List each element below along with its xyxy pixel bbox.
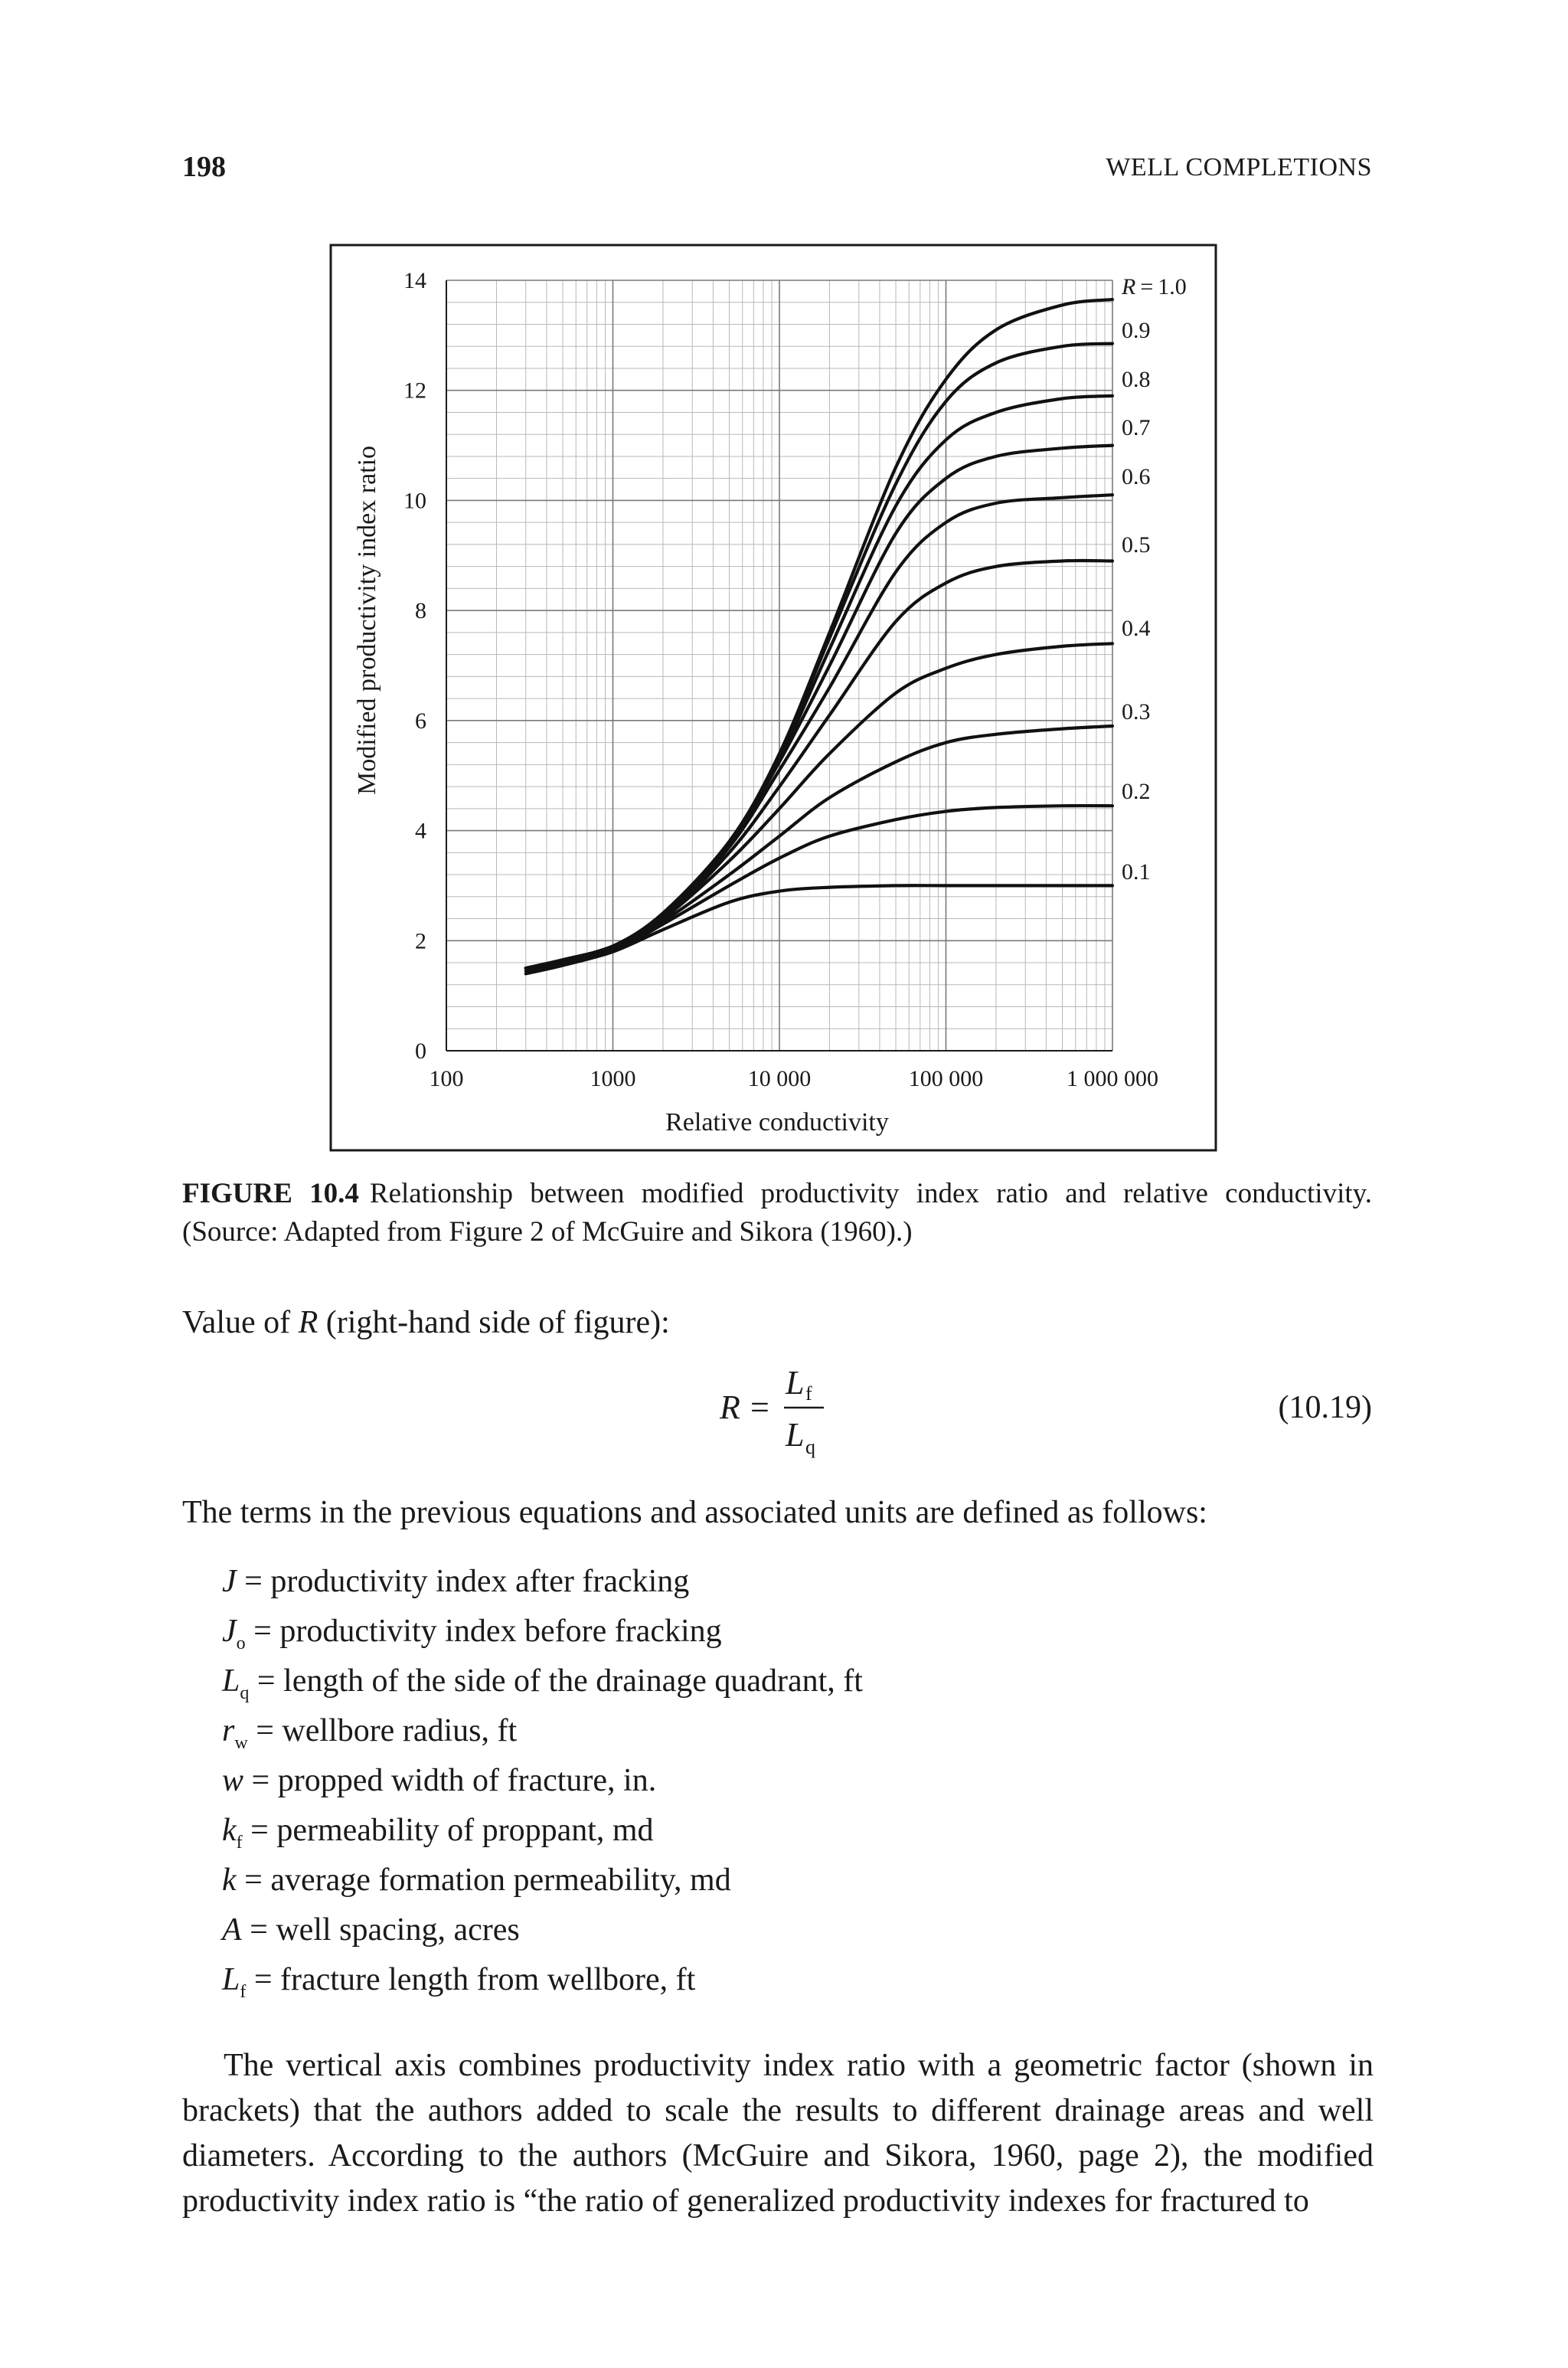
y-tick-label: 4 [415,818,426,844]
equation-10-19 [720,1356,858,1470]
series-label: R = 1.0 [1122,274,1187,299]
intro-after: (right-hand side of figure): [318,1305,670,1340]
definition-item: w = propped width of fracture, in. [222,1763,657,1798]
x-tick-label: 1 000 000 [1067,1066,1158,1091]
x-tick-label: 100 000 [908,1066,984,1091]
y-tick-label: 2 [415,928,426,954]
page-number: 198 [182,151,226,183]
intro-variable: R [298,1305,318,1340]
y-tick-label: 6 [415,708,426,734]
series-label: 0.5 [1122,532,1151,558]
eq-denominator-sub: q [805,1436,815,1458]
r-intro-line [182,1300,670,1345]
series-label: 0.4 [1122,616,1151,641]
running-header: WELL COMPLETIONS [1106,153,1372,182]
eq-lhs: R [720,1388,740,1426]
series-label: 0.3 [1122,699,1151,724]
x-tick-label: 1000 [590,1066,636,1091]
y-tick-label: 0 [415,1038,426,1064]
series-label: 0.8 [1122,367,1151,392]
x-tick-label: 100 [429,1066,464,1091]
series-label: 0.1 [1122,859,1151,885]
definition-item: $L_q$ = length of the side of the drainage quadrant, ft [222,1663,863,1703]
series-label: 0.9 [1122,318,1151,343]
series-label: 0.7 [1122,415,1151,440]
x-tick-label: 10 000 [747,1066,812,1091]
eq-numerator-sub: f [805,1382,812,1405]
eq-equals: = [750,1388,769,1426]
definition-item: A = well spacing, acres [222,1912,520,1948]
body-paragraph: The vertical axis combines productivity index ratio with a geometric factor (shown in brackets) that the authors added to scale the results to different drainage areas and well diameters. According to the authors (McGuire and Sikora, 1960, page 2), the modified productivity index ratio is “the ratio of generalized productivity indexes for fractured to [182,2048,1374,2219]
y-tick-label: 10 [403,488,426,514]
figure-caption [182,1175,1372,1251]
definition-item: J = productivity index after fracking [222,1564,690,1599]
definition-item: $L_f$ = fracture length from wellbore, ft [222,1962,696,2002]
y-axis-title: Modified productivity index ratio [353,445,381,796]
y-tick-label: 14 [403,268,426,293]
intro-before: Value of [182,1305,299,1340]
x-axis-title: Relative conductivity [665,1108,889,1137]
caption-label: FIGURE 10.4 [182,1178,359,1209]
definitions-intro: The terms in the previous equations and associated units are defined as follows: [182,1495,1207,1530]
y-tick-label: 8 [415,598,426,624]
eq-denominator: L [786,1416,805,1454]
equation-number: (10.19) [1278,1390,1372,1425]
figure-chart [329,244,1217,1152]
figure-frame [331,245,1216,1150]
definition-item: $r_w$ = wellbore radius, ft [222,1713,518,1753]
definition-item: $J_o$ = productivity index before fracking [222,1614,722,1653]
series-label: 0.6 [1122,464,1151,489]
definitions-list [222,1559,863,2007]
series-label: 0.2 [1122,779,1151,804]
definition-item: $k_f$ = permeability of proppant, md [222,1813,654,1853]
caption-text: Relationship between modified productivity index ratio and relative conductivity. (Source: Adapted from Figure 2 of McGuire and Sikora (1960).) [182,1178,1372,1248]
definition-item: k = average formation permeability, md [222,1863,731,1898]
eq-numerator: L [786,1364,805,1402]
y-tick-label: 12 [403,378,426,404]
